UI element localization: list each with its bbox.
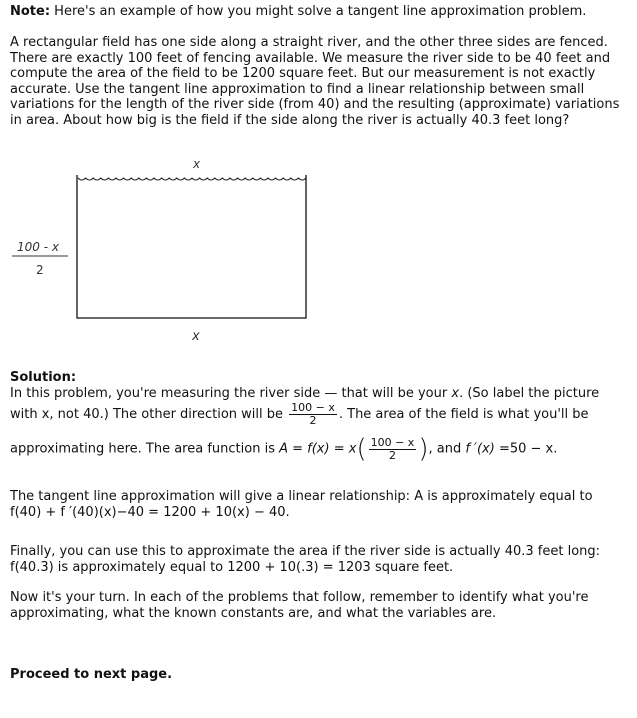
top-x-label: x [193,157,201,171]
area-function: A = f(x) = x [279,441,357,457]
finally-paragraph: Finally, you can use this to approximate the area if the river side is actually 40.3 feet long: f(40.3) is approximately equal to 1200 + 10(.3) = 1203 square feet. [10,544,601,575]
side-denominator: 2 [36,263,44,277]
problem-paragraph: A rectangular field has one side along a straight river, and the other three sides are fenced. There are exactly 100 feet of fencing available. We measure the river side to be 40 feet and compute the area of the field to be 1200 square feet. But our measurement is not exactly accurate. Use the tangent line approximation to find a linear relationship between small variations for the length of the river side (from 40) and the resulting (approximate) variations in area. About how big is the field if the side along the river is actually 40.3 feet long? [10,35,620,128]
solution-line-1: In this problem, you're measuring the river side — that will be your x. (So label the picture [10,386,600,401]
side-numerator: 100 - x [17,240,59,254]
fence-sides [77,175,306,318]
tangent-paragraph: The tangent line approximation will give a linear relationship: A is approximately equal to f(40) + f ′(40)(x)−40 = 1200 + 10(x) − 40. [10,489,593,520]
field-diagram [0,150,330,350]
note-paragraph [10,4,620,20]
bottom-x-label: x [192,329,200,344]
area-fraction: $\frac{100 - x}{2}$ [370,435,415,462]
other-side-fraction: $\frac{100 - x}{2}$ [291,401,335,427]
note-text: Here's an example of how you might solve a tangent line approximation problem. [50,4,587,19]
solution-line-2: with x, not 40.) The other direction will be $\frac{100 - x}{2}$ . The area of the field is what you'll be [10,401,589,427]
derivative: f ′(x) [465,441,495,457]
turn-paragraph: Now it's your turn. In each of the problems that follow, remember to identify what you're approximating, what the known constants are, and what the variables are. [10,590,589,621]
note-label: Note: [10,4,51,19]
river-wave [78,178,306,180]
solution-line-3: approximating here. The area function is A = f(x) = x( $\frac{100 - x}{2}$ ), and f ′(x) =50 − x. [10,434,558,464]
solution-heading: Solution: [10,370,77,385]
proceed-text: Proceed to next page. [10,667,173,682]
